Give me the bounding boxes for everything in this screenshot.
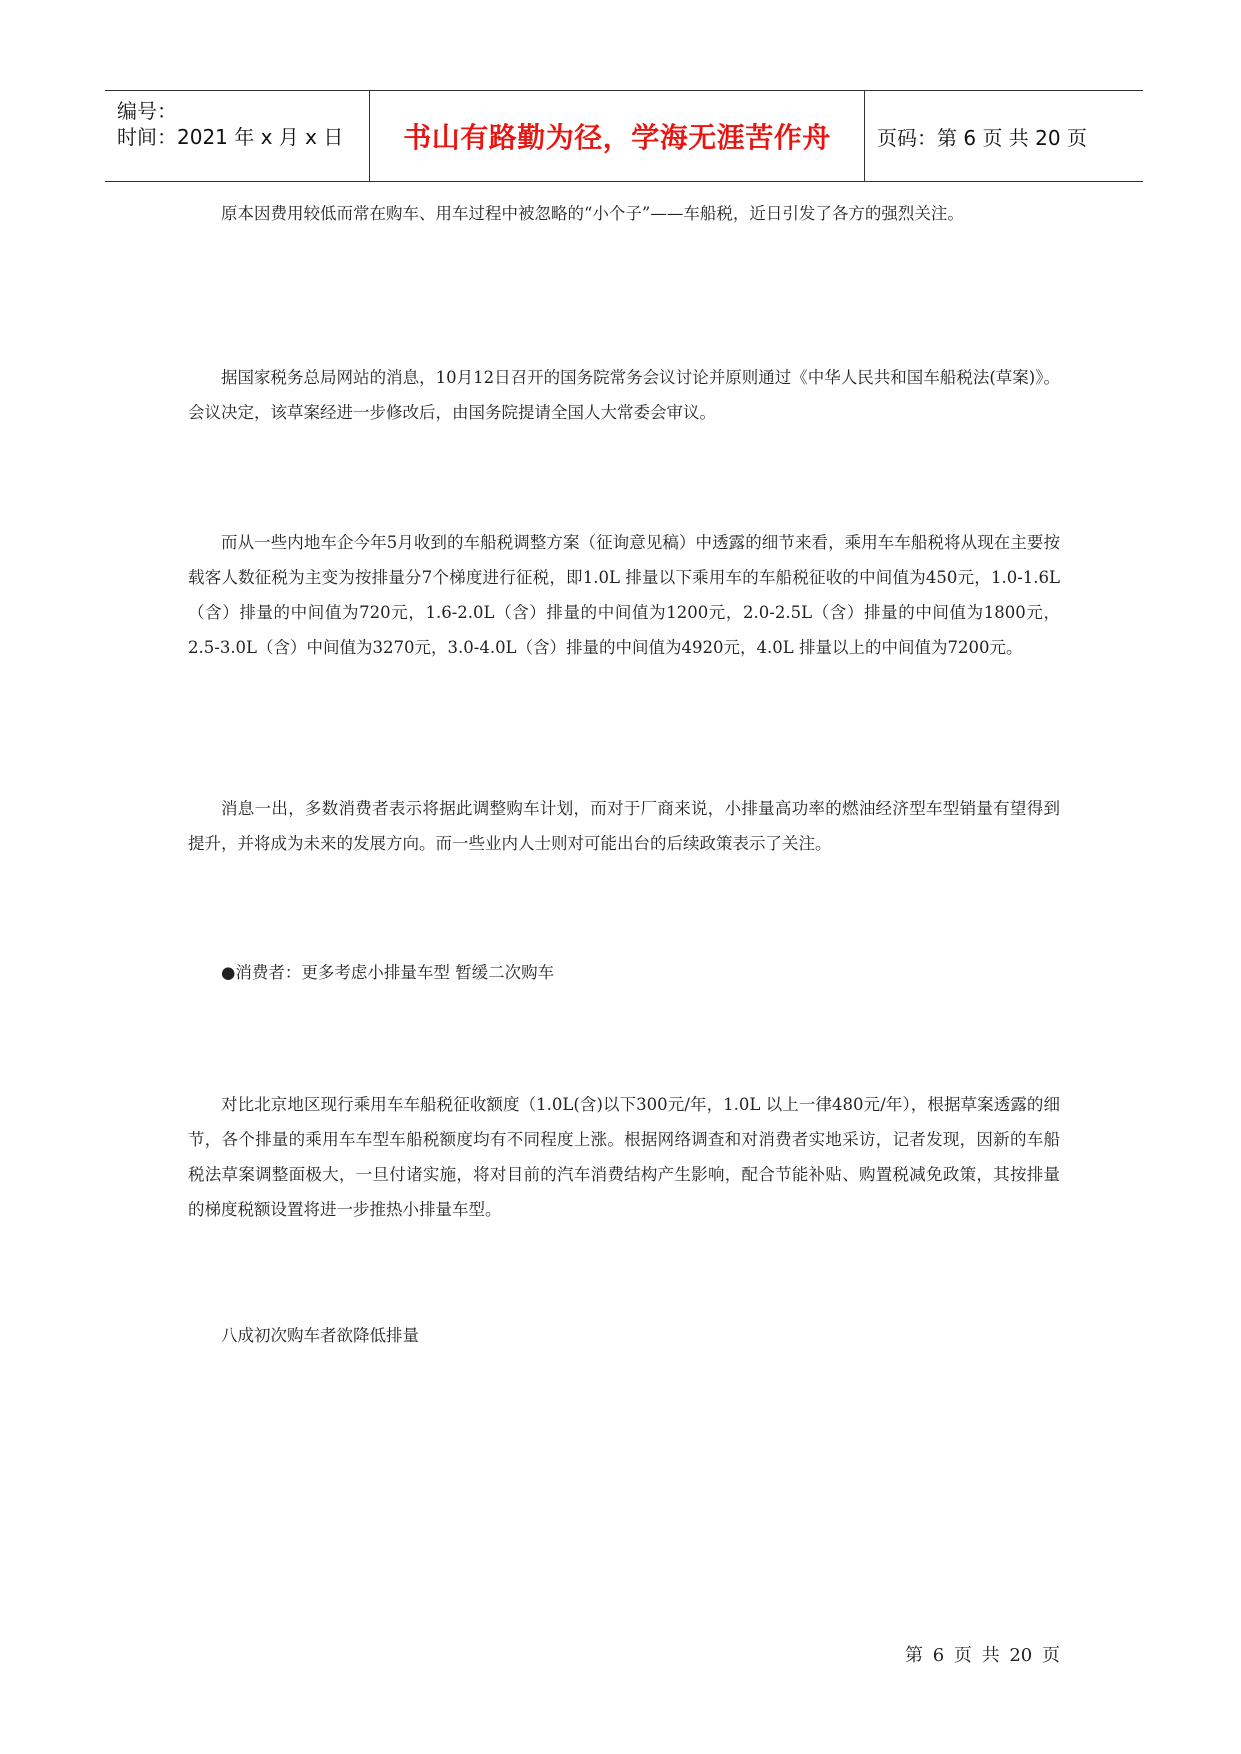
doc-time-label: 时间：2021 年 x 月 x 日 [117,125,344,149]
page-footer: 第 6 页 共 20 页 [905,1645,1060,1666]
paragraph-6: 对比北京地区现行乘用车车船税征收额度（1.0L(含)以下300元/年，1.0L 以上一律480元/年），根据草案透露的细节，各个排量的乘用车车型车船税额度均有不同程度上涨。根据网络调查和对消费者实地采访，记者发现，因新的车船税法草案调整面极大，一旦付诸实施，将对目前的汽车消费结构产生影响，配合节能补贴、购置税减免政策，其按排量的梯度税额设置将进一步推热小排量车型。 [188,1095,1060,1219]
header-page-number: 页码：第 6 页 共 20 页 [877,125,1087,150]
paragraph-1: 原本因费用较低而常在购车、用车过程中被忽略的“小个子”——车船税，近日引发了各方的强烈关注。 [221,204,964,223]
paragraph-4-block [188,791,1060,861]
header-meta-cell [105,91,370,181]
document-header [105,90,1143,182]
paragraph-3-block [188,525,1060,665]
section-heading-block [188,955,1060,990]
paragraph-1-block [188,196,1060,231]
paragraph-2-block [188,360,1060,430]
subheading-first-buyers: 八成初次购车者欲降低排量 [221,1326,419,1345]
paragraph-4: 消息一出，多数消费者表示将据此调整购车计划，而对于厂商来说，小排量高功率的燃油经济型车型销量有望得到提升，并将成为未来的发展方向。而一些业内人士则对可能出台的后续政策表示了关注。 [188,799,1060,853]
doc-number-label: 编号： [117,99,177,123]
paragraph-6-block [188,1087,1060,1227]
paragraph-2: 据国家税务总局网站的消息，10月12日召开的国务院常务会议讨论并原则通过《中华人民共和国车船税法(草案)》。会议决定，该草案经进一步修改后，由国务院提请全国人大常委会审议。 [188,368,1060,422]
subheading-block [188,1318,1060,1353]
paragraph-3: 而从一些内地车企今年5月收到的车船税调整方案（征询意见稿）中透露的细节来看，乘用车车船税将从现在主要按载客人数征税为主变为按排量分7个梯度进行征税，即1.0L 排量以下乘用车的车船税征收的中间值为450元，1.0-1.6L（含）排量的中间值为720元，1.6-2.0L（含）排量的中间值为1200元，2.0-2.5L（含）排量的中间值为1800元，2.5-3.0L（含）中间值为3270元，3.0-4.0L（含）排量的中间值为4920元，4.0L 排量以上的中间值为7200元。 [188,533,1060,657]
section-heading-consumers: ●消费者：更多考虑小排量车型 暂缓二次购车 [221,963,555,982]
header-motto: 书山有路勤为径，学海无涯苦作舟 [370,91,865,181]
